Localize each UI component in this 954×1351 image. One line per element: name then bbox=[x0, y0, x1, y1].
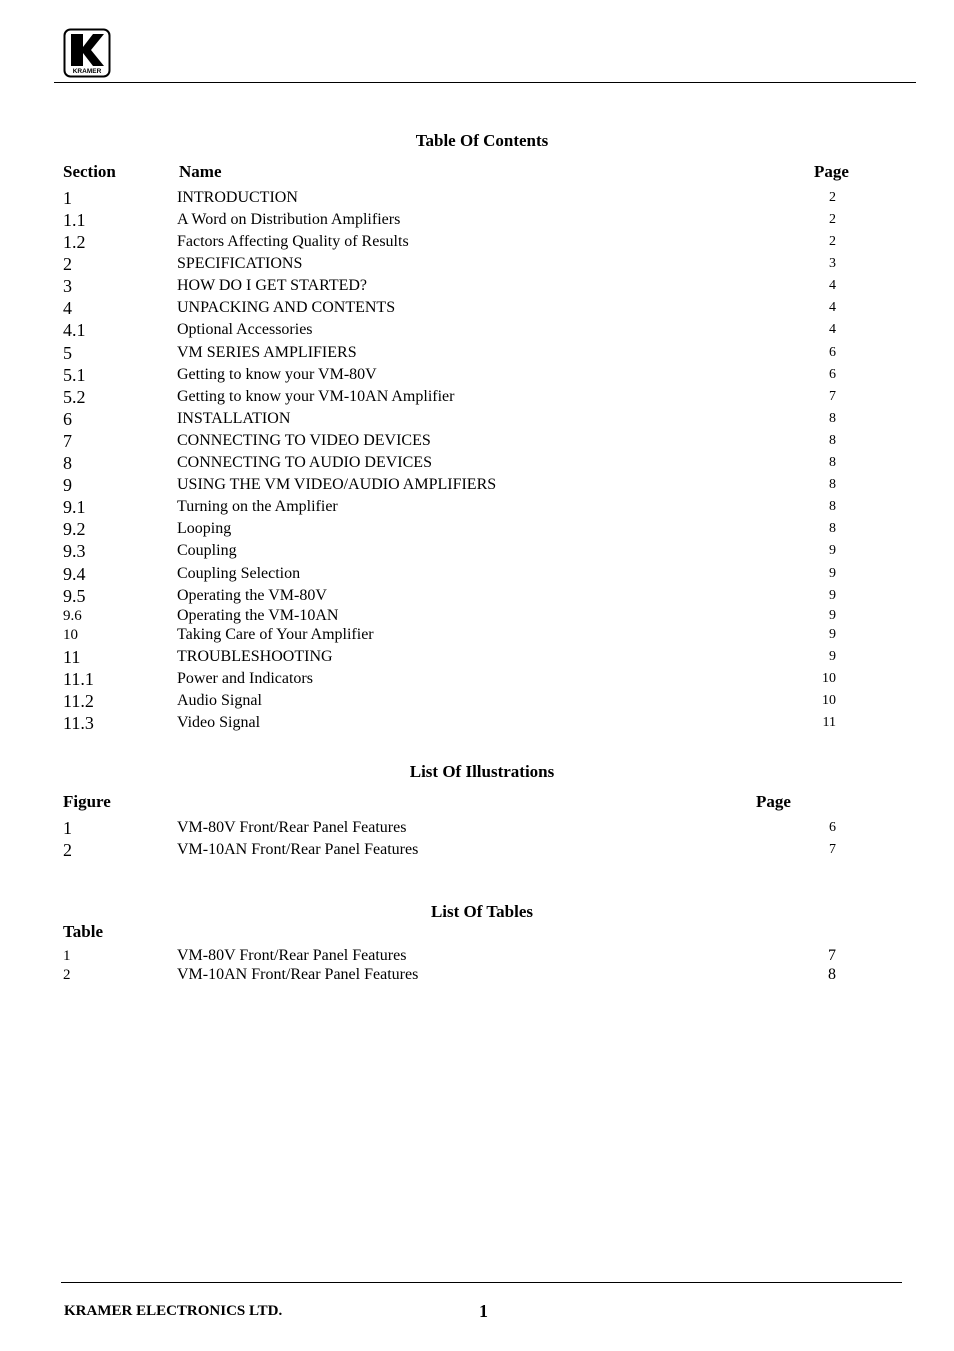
toc-section-page: 4 bbox=[829, 322, 836, 337]
figure-page: 6 bbox=[829, 820, 836, 835]
toc-entry bbox=[0, 519, 954, 539]
toc-section-name: Getting to know your VM-10AN Amplifier bbox=[177, 388, 455, 405]
toc-entry bbox=[0, 497, 954, 517]
toc-entry bbox=[0, 320, 954, 340]
toc-section-number: 9.1 bbox=[63, 497, 86, 517]
toc-section-number: 11 bbox=[63, 647, 81, 667]
toc-entry bbox=[0, 691, 954, 711]
toc-entry bbox=[0, 669, 954, 689]
toc-section-page: 6 bbox=[829, 367, 836, 382]
table-entry bbox=[0, 965, 954, 985]
toc-section-page: 8 bbox=[829, 455, 836, 470]
tables-title: List Of Tables bbox=[430, 902, 534, 921]
table-number: 2 bbox=[63, 967, 71, 983]
toc-section-number: 4 bbox=[63, 298, 72, 318]
toc-section-number: 11.2 bbox=[63, 691, 94, 711]
toc-section-page: 8 bbox=[829, 521, 836, 536]
toc-section-number: 8 bbox=[63, 453, 72, 473]
toc-section-page: 9 bbox=[829, 543, 836, 558]
toc-section-page: 2 bbox=[829, 190, 836, 205]
toc-entry bbox=[0, 541, 954, 561]
toc-section-page: 8 bbox=[829, 411, 836, 426]
toc-entry bbox=[0, 625, 954, 645]
toc-section-number: 1.1 bbox=[63, 210, 86, 230]
toc-entry bbox=[0, 453, 954, 473]
toc-entry bbox=[0, 365, 954, 385]
toc-section-name: Turning on the Amplifier bbox=[177, 498, 338, 515]
kramer-logo bbox=[63, 28, 111, 78]
toc-entry bbox=[0, 387, 954, 407]
toc-section-name: Power and Indicators bbox=[177, 670, 313, 687]
footer-company: KRAMER ELECTRONICS LTD. bbox=[64, 1303, 283, 1319]
table-page: 8 bbox=[828, 966, 836, 983]
toc-section-page: 9 bbox=[829, 627, 836, 642]
toc-section-number: 11.3 bbox=[63, 713, 94, 733]
toc-entry bbox=[0, 586, 954, 606]
toc-section-page: 9 bbox=[829, 566, 836, 581]
toc-section-number: 1 bbox=[63, 188, 72, 208]
toc-entry bbox=[0, 298, 954, 318]
toc-section-number: 4.1 bbox=[63, 320, 86, 340]
header-rule bbox=[54, 82, 916, 83]
table-page: 7 bbox=[828, 947, 836, 964]
toc-section-name: INSTALLATION bbox=[177, 410, 291, 427]
table-name: VM-10AN Front/Rear Panel Features bbox=[177, 966, 419, 983]
toc-entry bbox=[0, 232, 954, 252]
toc-section-number: 10 bbox=[63, 627, 78, 643]
toc-section-name: Coupling Selection bbox=[177, 565, 301, 582]
toc-entry bbox=[0, 475, 954, 495]
toc-col-section: Section bbox=[63, 162, 116, 181]
toc-entry bbox=[0, 564, 954, 584]
toc-section-name: TROUBLESHOOTING bbox=[177, 648, 333, 665]
toc-section-name: Operating the VM-10AN bbox=[177, 607, 339, 624]
footer-page-number: 1 bbox=[479, 1301, 488, 1321]
illustration-entry bbox=[0, 818, 954, 838]
toc-section-name: Looping bbox=[177, 520, 232, 537]
figure-name: VM-10AN Front/Rear Panel Features bbox=[177, 841, 419, 858]
toc-section-number: 3 bbox=[63, 276, 72, 296]
toc-section-name: VM SERIES AMPLIFIERS bbox=[177, 344, 357, 361]
toc-section-name: Factors Affecting Quality of Results bbox=[177, 233, 409, 250]
toc-section-number: 9.3 bbox=[63, 541, 86, 561]
toc-section-name: CONNECTING TO VIDEO DEVICES bbox=[177, 432, 431, 449]
toc-section-name: CONNECTING TO AUDIO DEVICES bbox=[177, 454, 432, 471]
toc-entry bbox=[0, 431, 954, 451]
toc-col-page: Page bbox=[814, 162, 849, 181]
toc-section-number: 6 bbox=[63, 409, 72, 429]
toc-section-number: 9.6 bbox=[63, 608, 82, 624]
footer-rule bbox=[61, 1282, 902, 1283]
illustration-entry bbox=[0, 840, 954, 860]
toc-section-name: HOW DO I GET STARTED? bbox=[177, 277, 368, 294]
toc-section-number: 5.1 bbox=[63, 365, 86, 385]
toc-entry bbox=[0, 254, 954, 274]
toc-section-page: 9 bbox=[829, 588, 836, 603]
toc-section-page: 2 bbox=[829, 234, 836, 249]
toc-section-number: 7 bbox=[63, 431, 72, 451]
toc-section-number: 11.1 bbox=[63, 669, 94, 689]
logo-wordmark: KRAMER bbox=[72, 68, 102, 75]
toc-section-page: 11 bbox=[822, 715, 836, 730]
illustrations-col-figure: Figure bbox=[63, 792, 111, 811]
toc-section-name: INTRODUCTION bbox=[177, 189, 298, 206]
illustrations-col-page: Page bbox=[756, 792, 791, 811]
table-name: VM-80V Front/Rear Panel Features bbox=[177, 947, 407, 964]
toc-entry bbox=[0, 713, 954, 733]
toc-section-number: 5.2 bbox=[63, 387, 86, 407]
toc-section-name: Getting to know your VM-80V bbox=[177, 366, 377, 383]
toc-section-name: SPECIFICATIONS bbox=[177, 255, 303, 272]
toc-entry bbox=[0, 647, 954, 667]
toc-section-number: 2 bbox=[63, 254, 72, 274]
toc-section-page: 8 bbox=[829, 499, 836, 514]
toc-section-name: Operating the VM-80V bbox=[177, 587, 327, 604]
toc-section-name: Taking Care of Your Amplifier bbox=[177, 626, 374, 643]
figure-name: VM-80V Front/Rear Panel Features bbox=[177, 819, 407, 836]
figure-number: 1 bbox=[63, 818, 72, 838]
toc-section-name: UNPACKING AND CONTENTS bbox=[177, 299, 396, 316]
toc-section-number: 5 bbox=[63, 343, 72, 363]
toc-entry bbox=[0, 210, 954, 230]
toc-section-name: Optional Accessories bbox=[177, 321, 313, 338]
toc-section-page: 7 bbox=[829, 389, 836, 404]
toc-section-page: 4 bbox=[829, 300, 836, 315]
toc-col-name: Name bbox=[179, 162, 222, 181]
toc-section-page: 2 bbox=[829, 212, 836, 227]
toc-entry bbox=[0, 343, 954, 363]
toc-section-page: 9 bbox=[829, 649, 836, 664]
tables-col-table: Table bbox=[63, 922, 104, 941]
toc-section-page: 4 bbox=[829, 278, 836, 293]
toc-section-page: 9 bbox=[829, 608, 836, 623]
toc-title: Table Of Contents bbox=[415, 131, 549, 150]
toc-section-page: 6 bbox=[829, 345, 836, 360]
toc-section-name: USING THE VM VIDEO/AUDIO AMPLIFIERS bbox=[177, 476, 497, 493]
toc-section-number: 9.4 bbox=[63, 564, 86, 584]
toc-section-number: 9.5 bbox=[63, 586, 86, 606]
toc-section-page: 8 bbox=[829, 433, 836, 448]
toc-section-number: 9.2 bbox=[63, 519, 86, 539]
figure-page: 7 bbox=[829, 842, 836, 857]
toc-section-page: 10 bbox=[822, 693, 836, 708]
toc-entry bbox=[0, 276, 954, 296]
table-number: 1 bbox=[63, 948, 71, 964]
toc-section-page: 10 bbox=[822, 671, 836, 686]
toc-section-name: Coupling bbox=[177, 542, 237, 559]
figure-number: 2 bbox=[63, 840, 72, 860]
toc-section-page: 8 bbox=[829, 477, 836, 492]
toc-section-name: Audio Signal bbox=[177, 692, 262, 709]
toc-section-page: 3 bbox=[829, 256, 836, 271]
illustrations-title: List Of Illustrations bbox=[409, 762, 555, 781]
toc-section-number: 9 bbox=[63, 475, 72, 495]
toc-entry bbox=[0, 188, 954, 208]
table-entry bbox=[0, 946, 954, 966]
toc-section-number: 1.2 bbox=[63, 232, 86, 252]
toc-section-name: Video Signal bbox=[177, 714, 261, 731]
toc-entry bbox=[0, 409, 954, 429]
toc-section-name: A Word on Distribution Amplifiers bbox=[177, 211, 401, 228]
toc-entry bbox=[0, 606, 954, 626]
